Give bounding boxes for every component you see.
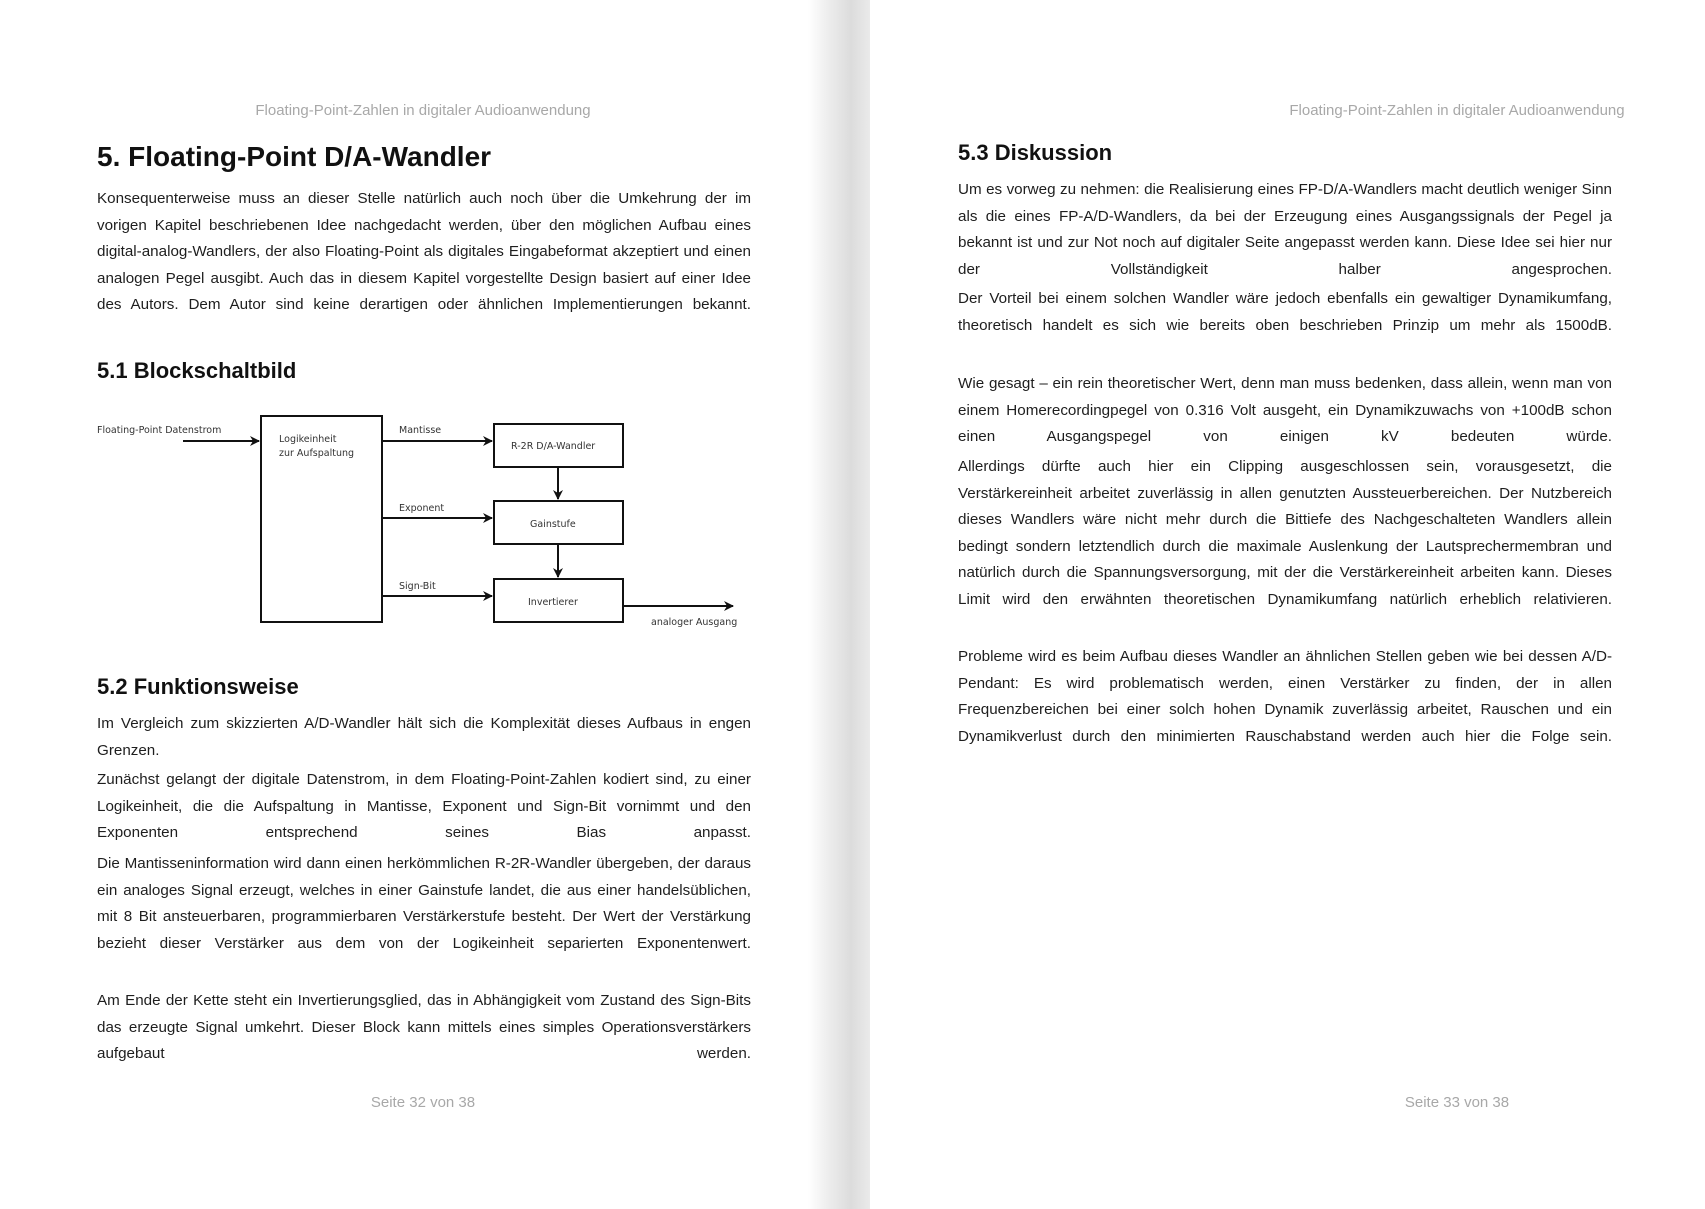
output-label: analoger Ausgang bbox=[651, 617, 738, 628]
paragraph: Der Vorteil bei einem solchen Wandler wäre jedoch ebenfalls ein gewaltiger Dynamikumfang, theoretisch handelt es sich wie bereits oben beschrieben Prinzip um mehr als 1500dB. bbox=[958, 290, 1612, 334]
logic-unit-block bbox=[261, 416, 382, 622]
paragraph: Wie gesagt – ein rein theoretischer Wert, denn man muss bedenken, dass allein, wenn man von einem Homerecordingpegel von 0.316 Volt ausgeht, ein Dynamikzuwachs von +100dB schon einen Ausgangspegel von einigen kV bedeuten würde. bbox=[958, 375, 1612, 446]
intro-paragraph: Konsequenterweise muss an dieser Stelle natürlich auch noch über die Umkehrung der im vorigen Kapitel beschriebenen Idee nachgedacht werden, über den möglichen Aufbau eines digital-analog-Wandlers, der also Floating-Point als digitales Eingabeformat akzeptiert und einen analogen Pegel ausgibt. Auch das in diesem Kapitel vorgestellte Design basiert auf einer Idee des Autors. Dem Autor sind keine derartigen oder ähnlichen Implementierungen bekannt. bbox=[97, 190, 751, 314]
section-heading-blockschaltbild: 5.1 Blockschaltbild bbox=[97, 358, 297, 383]
signbit-label: Sign-Bit bbox=[399, 581, 436, 592]
paragraph: Allerdings dürfte auch hier ein Clipping ausgeschlossen sein, vorausgesetzt, die Verstärkereinheit arbeitet zuverlässig in allen genutzten Aussteuerbereichen. Der Nutzbereich dieses Wandlers wäre nicht mehr durch die Bittiefe des Nachgeschalteten Wandlers allein bedingt sondern letztendlich durch die maximale Auslenkung der Lautsprechermembran und natürlich durch die Spannungsversorgung, mit der die Verstärkereinheit arbeiten kann. Dieses Limit wird den erwähnten theoretischen Dynamikumfang natürlich erheblich relativieren. bbox=[958, 458, 1612, 608]
page-left bbox=[0, 0, 830, 1209]
page-right bbox=[870, 0, 1705, 1209]
block-diagram bbox=[0, 0, 830, 700]
logic-unit-label-1: Logikeinheit bbox=[279, 434, 337, 445]
paragraph: Am Ende der Kette steht ein Invertierungsglied, das in Abhängigkeit vom Zustand des Sign-Bits das erzeugte Signal umkehrt. Dieser Block kann mittels eines simples Operationsverstärkers aufgebaut werden. bbox=[97, 992, 751, 1063]
mantissa-label: Mantisse bbox=[399, 425, 442, 436]
chapter-title: 5. Floating-Point D/A-Wandler bbox=[97, 141, 492, 172]
exponent-label: Exponent bbox=[399, 503, 445, 514]
running-header: Floating-Point-Zahlen in digitaler Audioanwendung bbox=[255, 102, 591, 119]
page-number-footer: Seite 33 von 38 bbox=[1404, 1094, 1510, 1111]
section-heading-funktionsweise: 5.2 Funktionsweise bbox=[97, 674, 299, 699]
dac-label: R-2R D/A-Wandler bbox=[511, 441, 596, 452]
gain-label: Gainstufe bbox=[530, 519, 576, 530]
paragraph: Im Vergleich zum skizzierten A/D-Wandler hält sich die Komplexität dieses Aufbaus in engen Grenzen. bbox=[97, 715, 751, 759]
paragraph: Zunächst gelangt der digitale Datenstrom, in dem Floating-Point-Zahlen kodiert sind, zu einer Logikeinheit, die die Aufspaltung in Mantisse, Exponent und Sign-Bit vornimmt und den Exponenten entsprechend seines Bias anpasst. bbox=[97, 771, 751, 842]
section-heading-diskussion: 5.3 Diskussion bbox=[958, 140, 1113, 165]
inverter-label: Invertierer bbox=[528, 597, 578, 608]
input-label: Floating-Point Datenstrom bbox=[97, 425, 222, 436]
paragraph: Probleme wird es beim Aufbau dieses Wandler an ähnlichen Stellen geben wie bei dessen A/D-Pendant: Es wird problematisch werden, einen Verstärker zu finden, der in allen Frequenzbereichen bei einer solch hohen Dynamik zuverlässig arbeitet, Rauschen und ein Dynamikverlust durch den minimierten Rauschabstand werden auch hier die Folge sein. bbox=[958, 648, 1612, 745]
paragraph: Die Mantisseninformation wird dann einen herkömmlichen R-2R-Wandler übergeben, der daraus ein analoges Signal erzeugt, welches in einer Gainstufe landet, die aus einer handelsüblichen, mit 8 Bit ansteuerbaren, programmierbaren Verstärkerstufe besteht. Der Wert der Verstärkung bezieht dieser Verstärker aus dem von der Logikeinheit separierten Exponentenwert. bbox=[97, 855, 751, 952]
running-header: Floating-Point-Zahlen in digitaler Audioanwendung bbox=[1289, 102, 1625, 119]
paragraph: Um es vorweg zu nehmen: die Realisierung eines FP-D/A-Wandlers macht deutlich weniger Sinn als die eines FP-A/D-Wandlers, da bei der Erzeugung eines Ausgangssignals der Pegel ja bekannt ist und zur Not noch auf digitaler Seite angepasst werden kann. Diese Idee sei hier nur der Vollständigkeit halber angesprochen. bbox=[958, 181, 1612, 278]
page-number-footer: Seite 32 von 38 bbox=[370, 1094, 476, 1111]
logic-unit-label-2: zur Aufspaltung bbox=[279, 448, 355, 459]
